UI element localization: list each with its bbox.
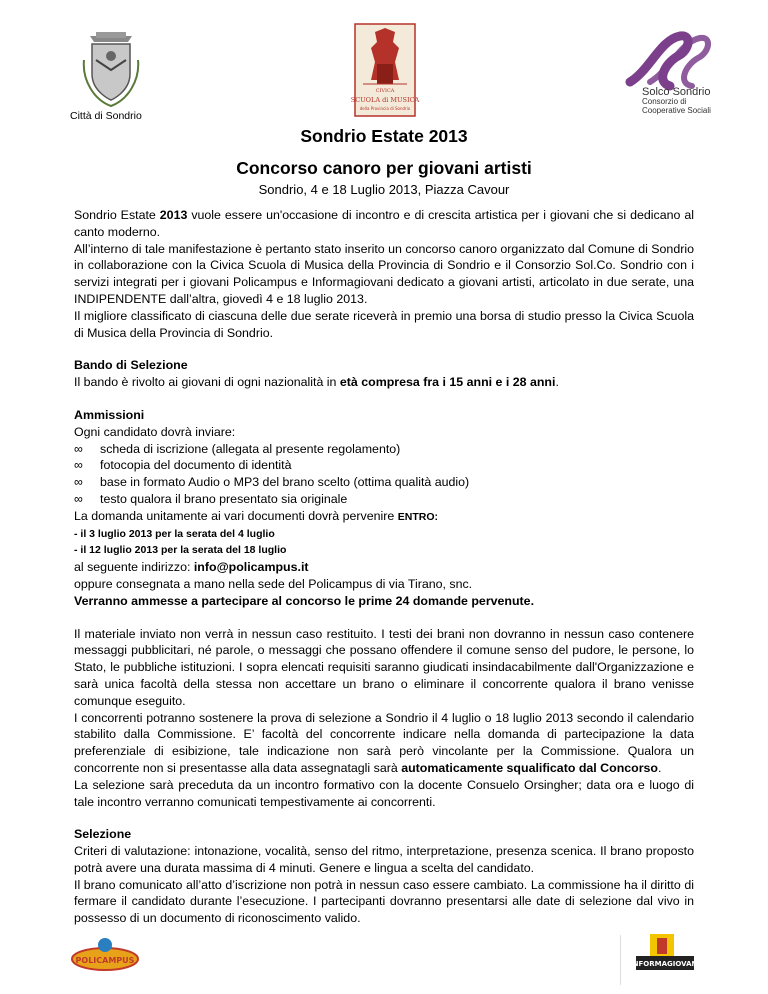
infinity-bullet-icon: ∞ — [74, 491, 83, 506]
hand-delivery-text: oppure consegnata a mano nella sede del Policampus di via Tirano, snc. — [74, 576, 473, 591]
bando-age-range: età compresa fra i 15 anni e i 28 anni — [339, 375, 556, 390]
disqualification-text: automaticamente squalificato dal Concorso — [401, 760, 659, 775]
intro-paragraph-1 — [74, 207, 694, 241]
bando-heading — [74, 357, 694, 374]
subtitle: Concorso canoro per giovani artisti — [236, 158, 532, 178]
admission-limit-text: Verranno ammesse a partecipare al concorso le prime 24 domande pervenute. — [74, 593, 535, 608]
list-item — [74, 457, 694, 474]
document-body — [74, 207, 694, 927]
citta-di-sondrio-crest-logo — [82, 30, 140, 110]
infinity-bullet-icon: ∞ — [74, 441, 83, 456]
intro-year: 2013 — [159, 208, 188, 222]
main-title: Sondrio Estate 2013 — [300, 126, 468, 146]
informagiovani-logo — [630, 930, 700, 980]
scuola-logo-line-2: SCUOLA di MUSICA — [350, 96, 420, 104]
selezione-paragraph-1: Criteri di valutazione: intonazione, vocalità, senso del ritmo, interpretazione, presenza scenica. Il brano proposto potrà avere una durata massima di 4 minuti. Genere e lingua a scelta del candidato. — [74, 844, 694, 875]
city-label: Città di Sondrio — [70, 110, 142, 122]
bando-text-a: Il bando è rivolto ai giovani di ogni nazionalità in — [74, 375, 340, 390]
deadline-date-2: - il 12 luglio 2013 per la serata del 18 luglio — [74, 544, 287, 557]
footer-divider — [620, 935, 621, 985]
solco-logo-text — [642, 88, 711, 115]
rules-paragraph-2 — [74, 710, 694, 777]
ammissioni-heading-text: Ammissioni — [74, 407, 145, 422]
admission-limit — [74, 593, 694, 610]
address-line — [74, 559, 694, 576]
intro-text: Sondrio Estate — [74, 208, 160, 222]
policampus-logo — [70, 935, 140, 975]
intro-paragraph-2: All’interno di tale manifestazione è pertanto stato inserito un concorso canoro organizzato dal Comune di Sondrio in collaborazione con la Civica Scuola di Musica della Provincia di Sondrio e il Consorzio Sol.Co. Sondrio con i servizi integrati per i giovani Policampus e Informagiovani dedicato a giovani artisti, articolato in due serate, una INDIPENDENTE dall’altra, giovedì 4 e 18 luglio 2013. — [74, 241, 694, 306]
list-item — [74, 474, 694, 491]
bando-text — [74, 374, 694, 391]
event-place-date: Sondrio, 4 e 18 Luglio 2013, Piazza Cavour — [258, 182, 510, 197]
policampus-logo-text: POLICAMPUS — [75, 956, 135, 965]
list-item — [74, 441, 694, 458]
informagiovani-logo-text: INFORMAGIOVANI — [630, 960, 700, 968]
infinity-bullet-icon: ∞ — [74, 475, 83, 490]
deadline-date-1: - il 3 luglio 2013 per la serata del 4 luglio — [74, 527, 275, 540]
intro-paragraph-3: Il migliore classificato di ciascuna delle due serate riceverà in premio una borsa di studio presso la Civica Scuola di Musica della Provincia di Sondrio. — [74, 308, 694, 340]
solco-logo-line-1: Solco Sondrio — [642, 86, 711, 98]
list-item-text: base in formato Audio o MP3 del brano scelto (ottima qualità audio) — [100, 475, 470, 490]
scuola-logo-line-1: CIVICA — [375, 88, 395, 94]
selezione-heading-text: Selezione — [74, 827, 132, 842]
bando-heading-text: Bando di Selezione — [74, 358, 188, 373]
bando-text-c: . — [555, 375, 559, 390]
scuola-logo-line-3: della Provincia di Sondrio — [359, 106, 411, 111]
selezione-paragraph-2: Il brano comunicato all’atto d’iscrizione non potrà in nessun caso essere cambiato. La commissione ha il diritto di fermare il candidato durante l’esecuzione. I partecipanti dovranno presentarsi alle date di selezione dal vivo in possesso di un documento di riconoscimento valido. — [74, 877, 694, 926]
rules-text-c: . — [658, 760, 662, 775]
rules-text-a: I concorrenti potranno sostenere la prova di selezione a Sondrio il 4 luglio o 18 luglio 2013 secondo il calendario stabilito dalla Commissione. E’ facoltà del concorrente indicare nella domanda di partecipazione la data preferenziale di esibizione, tale indicazione non sarà però vincolante per la Commissione. Qualora un concorrente non si presentasse alla data assegnatagli sarà — [74, 710, 694, 775]
solco-logo-line-2: Consorzio di — [642, 97, 687, 106]
intro-text-rest: vuole essere un'occasione di incontro e di crescita artistica per i giovani che si dedicano al canto moderno. — [74, 208, 694, 239]
rules-paragraph-1: Il materiale inviato non verrà in nessun caso restituito. I testi dei brani non dovranno in nessun caso contenere messaggi pubblicitari, né parole, o messaggi che possano offendere il comune senso del pudore, le persone, lo Stato, le pubbliche istituzioni. I sopra elencati requisiti saranno giudicati insindacabilmente dall'Organizzazione e sarà unica facoltà della stessa non accettare un brano o eliminare il concorrente qualora il brano venisse comunque eseguito. — [74, 626, 694, 708]
deadline-text-a: La domanda unitamente ai vari documenti dovrà pervenire — [74, 508, 398, 523]
ammissioni-heading — [74, 407, 694, 424]
address-label: al seguente indirizzo: — [74, 560, 194, 575]
deadline-entro: ENTRO: — [397, 510, 438, 523]
list-item-text: fotocopia del documento di identità — [100, 458, 292, 473]
scuola-di-musica-logo — [350, 24, 420, 116]
infinity-bullet-icon: ∞ — [74, 458, 83, 473]
selezione-heading — [74, 826, 694, 843]
ammissioni-intro: Ogni candidato dovrà inviare: — [74, 424, 236, 439]
deadline-text — [74, 508, 694, 526]
email-address: info@policampus.it — [193, 560, 309, 575]
solco-logo-line-3: Cooperative Sociali — [642, 106, 711, 115]
list-item-text: scheda di iscrizione (allegata al presente regolamento) — [100, 441, 401, 456]
list-item — [74, 491, 694, 508]
list-item-text: testo qualora il brano presentato sia originale — [100, 491, 348, 506]
rules-paragraph-3: La selezione sarà preceduta da un incontro formativo con la docente Consuelo Orsingher; data ora e luogo di tale incontro verranno comunicati tempestivamente ai concorrenti. — [74, 777, 694, 809]
